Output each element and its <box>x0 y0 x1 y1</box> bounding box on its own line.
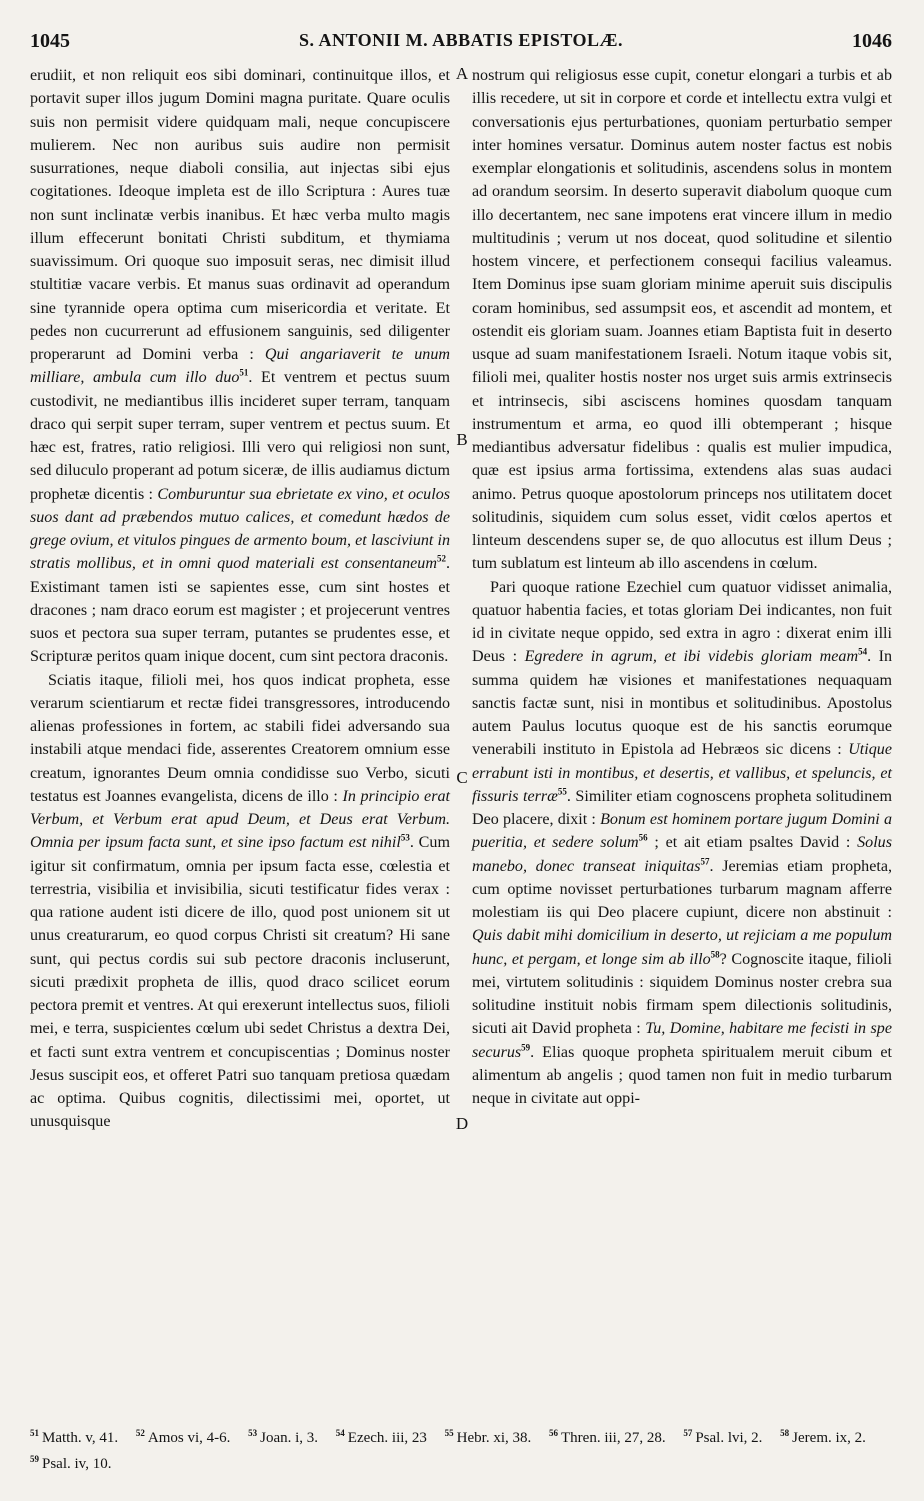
scripture-quote: Utique errabunt isti in montibus, et desertis, et vallibus, et speluncis, et fissuris terræ <box>472 741 892 805</box>
footnote-item <box>248 1430 318 1446</box>
footnote-reference: Amos vi, 4-6. <box>147 1430 231 1446</box>
footnote-number: 53 <box>248 1428 258 1438</box>
footnote-ref: 51 <box>239 367 249 378</box>
footnote-number: 59 <box>30 1454 39 1464</box>
footnote-ref: 53 <box>400 832 410 843</box>
running-title: S. ANTONII M. ABBATIS EPISTOLÆ. <box>298 30 624 50</box>
text-run: Pari quoque ratione Ezechiel cum quatuor vidisset animalia, quatuor habentia facies, et totas gloriam Dei indicantes, non fuit id in civitate neque oppido, sed extra in agro : dixerat enim illi Deus : <box>472 578 892 666</box>
footnote-reference: Psal. lvi, 2. <box>695 1430 763 1446</box>
page-header <box>30 30 892 62</box>
margin-marker-c: C <box>456 768 468 787</box>
footnote-item <box>780 1430 866 1446</box>
text-run: . Cum igitur sit confirmatum, omnia per ipsum facta esse, cœlestia et terrestria, visibilia et invisibilia, sicuti testificatur fides verax : qua ratione audent isti dicere de illo, quod post unionem sit ut unus creaturarum, eo quod corpus Christi sit creatum? Hi sane sunt, qui pectus cordis sui sub pectore draconis incluserunt, sicuti prædixit propheta de illis, quod draco scilicet eorum pectora premit et ventres. At qui erexerunt intellectus suos, filioli mei, e terra, suspicientes cœlum ubi sedet Christus a dextra Dei, et facti sunt extra ventrem et concupiscentias ; Dominus noster Jesus suscipit eos, et offeret Patri suo tanquam pretiosa quædam ac optima. Quibus cognitis, dilectissimi mei, oportet, ut unusquisque <box>30 834 450 1131</box>
paragraph <box>472 576 892 1111</box>
footnote-ref: 55 <box>557 786 567 797</box>
scripture-quote: Qui angariaverit te unum milliare, ambula cum illo duo <box>30 346 450 387</box>
text-run: . In summa quidem hæ visiones et manifestationes nequaquam sanctis factæ sunt, nisi in montibus et solitudinibus. Apostolus autem Paulus locutus quoque est de his sanctis eorumque venerabili instituto in Epistola ad Hebræos sic dicens : <box>472 648 893 759</box>
scripture-quote: Solus manebo, donec transeat iniquitas <box>472 834 892 875</box>
footnote-number: 54 <box>335 1428 345 1438</box>
footnote-number: 52 <box>135 1428 145 1438</box>
footnote-item <box>30 1456 111 1472</box>
footnote-number: 57 <box>683 1428 693 1438</box>
footnote-ref: 58 <box>710 949 720 960</box>
footnote-item <box>136 1430 231 1446</box>
footnote-reference: Ezech. iii, 23 <box>347 1430 427 1446</box>
text-run: . Existimant tamen isti se sapientes esse, cum sint hostes et dracones ; nam draco eorum est magister ; et projecerunt ventres suos et pectora sua super terram, putantes se prudentes esse, et Scripturæ peritos quam inique docent, cum sint pectora draconis. <box>30 555 450 666</box>
margin-marker-b: B <box>456 430 468 449</box>
footnote-item <box>549 1430 666 1446</box>
text-run: ? Cognoscite itaque, filioli mei, virtutem solitudinis : siquidem Dominus noster crebra sua solitudine instituit nobis firmam spem dilectionis solitudinis, sicuti ait David propheta : <box>472 950 892 1038</box>
footnotes <box>30 1423 892 1475</box>
footnote-ref: 52 <box>436 553 446 564</box>
left-text-column <box>30 64 450 1134</box>
left-page-number: 1045 <box>30 30 70 52</box>
footnote-reference: Joan. i, 3. <box>260 1430 319 1446</box>
scripture-quote: Comburuntur sua ebrietate ex vino, et oculos suos dant ad præbendos mutuo calices, et comedunt hædos de grege ovium, et vitulos pingues de armento boum, et lasciviunt in stratis mollibus, et in omni quod materiali est consentaneum <box>30 485 451 573</box>
scripture-quote: In principio erat Verbum, et Verbum erat apud Deum, et Deus erat Verbum. Omnia per ipsum facta sunt, et sine ipso factum est nihil <box>30 787 450 852</box>
footnote-reference: Thren. iii, 27, 28. <box>561 1430 666 1446</box>
footnote-ref: 56 <box>638 832 648 843</box>
scripture-quote: Egredere in agrum, et ibi videbis gloriam meam <box>524 648 859 666</box>
footnote-item <box>30 1430 118 1446</box>
footnote-ref: 54 <box>858 646 868 657</box>
margin-marker-a: A <box>455 64 469 83</box>
text-run: Sciatis itaque, filioli mei, hos quos indicat propheta, esse verarum scientiarum et rectæ fidei transgressores, introducendo alienas professiones in fortem, ac stabili fidei adversando sua instabili atque mendaci fide, asserentes Creatorem omnium esse creatum, ignorantes Deum omnia condidisse suo Verbo, sicuti testatus est Joannes evangelista, dicens de illo : <box>30 671 450 805</box>
scripture-quote: Bonum est hominem portare jugum Domini a pueritia, et sedere solum <box>472 811 893 852</box>
paragraph <box>30 669 450 1134</box>
text-run: nostrum qui religiosus esse cupit, conetur elongari a turbis et ab illis recedere, ut sit in corpore et corde et intellectu extra vulgi et conversationis ejus perturbationes, quoniam perturbatio semper inter homines versatur. Dominus autem noster factus est nobis exemplar elongationis et solitudinis, ascendens solus in montem ad orandum seorsim. In deserto superavit diabolum quoque cum illo decertantem, nec sane impotens erat vincere illum in medio multitudinis ; verum ut nos doceat, quod solitudine et silentio hostem vincere, et perfectionem consequi facilius valeamus. Item Dominus ipse suam gloriam minime aperuit suis discipulis coram hominibus, sed assumpsit eos, et ascendit ad montem, et ostendit eis gloriam suam. Joannes etiam Baptista fuit in deserto usque ad suam manifestationem Israeli. Notum itaque vobis sit, filioli mei, qualiter hostis noster nos urget suis armis extrinsecis et intrinsecis, sibi asciscens homines quosdam tanquam instrumentum et arma, eo quod illi obtemperant ; hisque mediantibus adversatur fidelibus : qualis est mulier impudica, quæ est ipsius arma fortissima, extendens alas suas audaci animo. Petrus quoque apostolorum princeps nos utilitatem docet solitudinis, siquidem cum solus esset, vidit cœlos apertos et linteum descendens super se, de quo allocutus est illum Deus ; tum sublatum est linteum ab illo ascendens in cœlum. <box>472 67 892 573</box>
margin-marker-d: D <box>455 1114 469 1133</box>
paragraph <box>30 64 450 669</box>
scripture-quote: Tu, Domine, habitare me fecisti in spe securus <box>472 1020 892 1061</box>
footnote-reference: Jerem. ix, 2. <box>792 1430 866 1446</box>
footnote-reference: Hebr. xi, 38. <box>456 1430 532 1446</box>
footnote-number: 58 <box>780 1428 790 1438</box>
footnote-number: 51 <box>30 1428 39 1438</box>
text-run: . Jeremias etiam propheta, cum optime novisset perturbationes turbarum magnam afferre molestiam iis qui Deo placere cupiunt, dicere non abstinuit : <box>472 857 892 921</box>
footnote-ref: 57 <box>700 856 710 867</box>
text-run: erudiit, et non reliquit eos sibi dominari, continuitque illos, et portavit super illos jugum Domini magna puritate. Quare oculis suis non permisit videre quidquam mali, neque concupiscere mulierem. Nec non auribus suis audire non permisit susurrationes, neque diaboli consilia, aut injectas sibi ejus cogitationes. Ideoque impleta est de illo Scriptura : Aures tuæ non sunt inclinatæ verbis inanibus. Et hæc verba multo magis illum effecerunt bonitati Christi subditum, et thymiama suavissimum. Ori quoque suo imposuit seras, nec dimisit illud stultitiæ vacare verbis. Et manus suas ordinavit ad operandum sine tyrannide opera optima cum misericordia et veritate. Et pedes non cucurrerunt ad effusionem sanguinis, sed diligenter properarunt ad Domini verba : <box>30 67 450 363</box>
scripture-quote: Quis dabit mihi domicilium in deserto, ut rejiciam a me populum hunc, et pergam, et longe sim ab illo <box>472 927 892 968</box>
footnote-ref: 59 <box>521 1042 531 1053</box>
footnote-item <box>445 1430 532 1446</box>
footnote-number: 56 <box>549 1428 558 1438</box>
footnote-item <box>683 1430 762 1446</box>
right-text-column <box>472 64 892 1110</box>
text-run: . Elias quoque propheta spiritualem meruit cibum et alimentum ab angelis ; quod tamen non fuit in medio turbarum neque in civitate aut oppi- <box>472 1043 892 1107</box>
footnote-number: 55 <box>444 1428 454 1438</box>
text-run: . Similiter etiam cognoscens propheta solitudinem Deo placere, dixit : <box>472 787 892 828</box>
text-run: . Et ventrem et pectus suum custodivit, ne mediantibus illis incideret super terram, tanquam draco qui serpit super terram, super ventrem et pectus suum. Et hæc est, fratres, ratio religiosi. Illi vero qui religiosi non sunt, sed diluculo properant ad potum siceræ, de illis audiamus dictum prophetæ dicentis : <box>30 369 450 503</box>
text-run: ; et ait etiam psaltes David : <box>647 834 858 852</box>
footnote-reference: Matth. v, 41. <box>42 1430 119 1446</box>
right-page-number: 1046 <box>852 30 892 52</box>
footnote-reference: Psal. iv, 10. <box>42 1456 112 1472</box>
footnote-item <box>336 1430 427 1446</box>
paragraph <box>472 64 892 576</box>
